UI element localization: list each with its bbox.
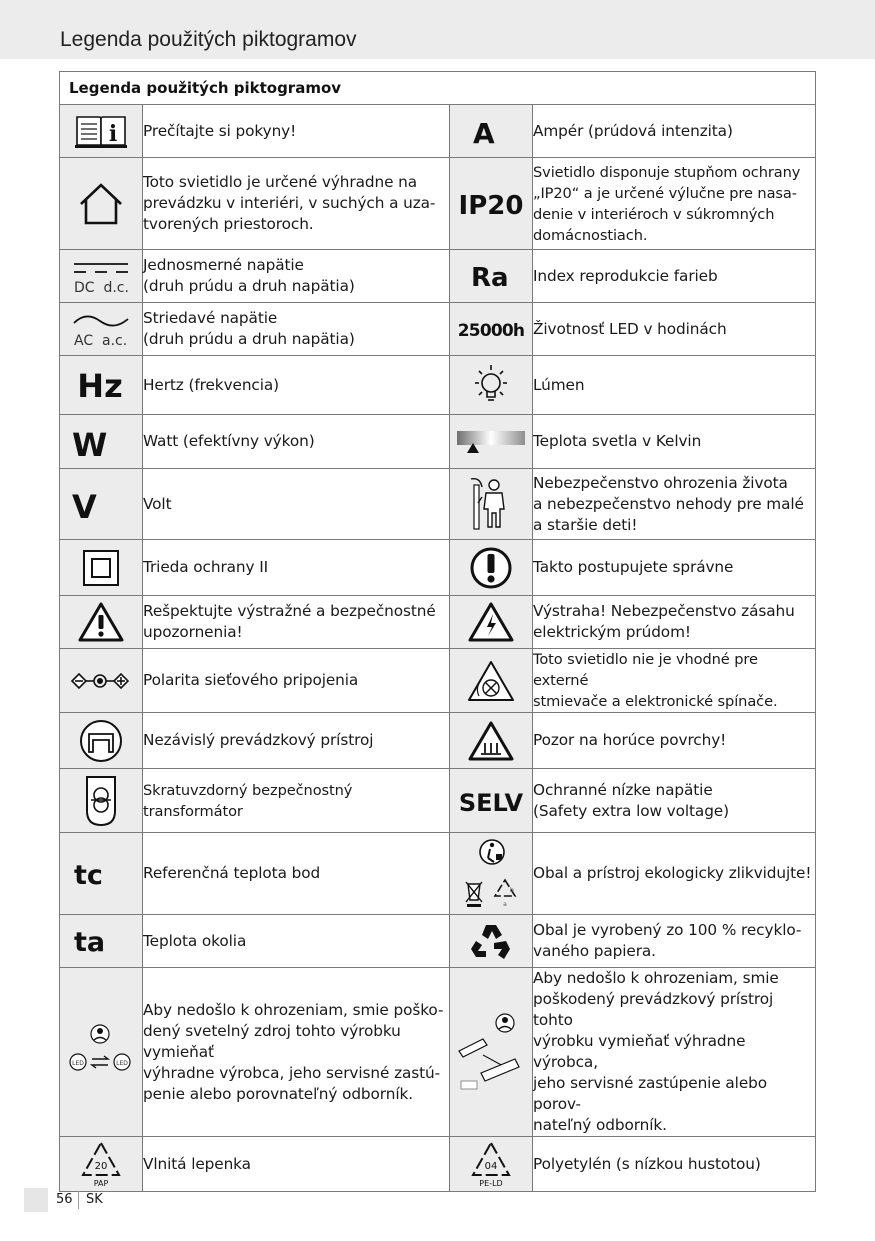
selv-symbol: SELV	[458, 788, 524, 817]
legend-text: Striedavé napätie (druh prúdu a druh napätia)	[143, 309, 355, 348]
legend-text: Ampér (prúdová intenzita)	[533, 121, 733, 140]
led-label-left: LED	[72, 1060, 84, 1067]
pap-code: 20	[94, 1161, 108, 1172]
table-row	[60, 596, 816, 649]
hot-surface-warning-icon	[450, 713, 533, 769]
legend-text: Pozor na horúce povrchy!	[533, 731, 727, 749]
legend-text: Jednosmerné napätie (druh prúdu a druh napätia)	[143, 256, 355, 295]
pap-label: PAP	[93, 1179, 109, 1188]
watt-icon	[60, 415, 143, 469]
legend-text: Toto svietidlo je určené výhradne na prevádzku v interiéri, v suchých a uza- tvorených priestoroch.	[143, 173, 436, 233]
legend-text: Prečítajte si pokyny!	[143, 121, 297, 140]
legend-text: Takto postupujete správne	[533, 558, 734, 576]
direct-current-icon	[60, 250, 143, 303]
ampere-symbol: A	[473, 117, 495, 150]
lifetime-25000h-icon	[450, 303, 533, 356]
ac-label: AC a.c.	[74, 333, 128, 349]
table-row	[60, 833, 816, 915]
svg-text:b: b	[510, 886, 514, 894]
legend-text: Lúmen	[533, 375, 585, 394]
warning-triangle-icon	[60, 596, 143, 649]
indoor-house-icon	[60, 158, 143, 250]
watt-symbol: W	[72, 425, 108, 464]
legend-text: Teplota okolia	[143, 931, 247, 950]
table-row	[60, 415, 816, 469]
child-danger-icon	[450, 469, 533, 540]
pictogram-legend-table	[59, 71, 816, 1192]
legend-text: Polarita sieťového pripojenia	[143, 671, 359, 689]
legend-text: Polyetylén (s nízkou hustotou)	[533, 1154, 761, 1173]
lumen-bulb-icon	[450, 356, 533, 415]
ra-icon	[450, 250, 533, 303]
legend-text: Nezávislý prevádzkový prístroj	[143, 731, 374, 749]
legend-text: Aby nedošlo k ohrozeniam, smie poško- dený svetelný zdroj tohto výrobku vymieňať výhradne výrobca, jeho servisné zastú- penie alebo porovnateľný odborník.	[143, 1000, 444, 1103]
language-code: SK	[86, 1192, 103, 1207]
electric-shock-warning-icon	[450, 596, 533, 649]
legend-text: Nebezpečenstvo ohrozenia života a nebezpečenstvo nehody pre malé a staršie deti!	[533, 473, 804, 534]
table-title: Legenda použitých piktogramov	[60, 72, 816, 105]
volt-icon	[60, 469, 143, 540]
alternating-current-icon	[60, 303, 143, 356]
recycling-icon	[450, 915, 533, 968]
ip20-symbol: IP20	[458, 190, 524, 221]
legend-text: Teplota svetla v Kelvin	[533, 432, 702, 450]
legend-text: Trieda ochrany II	[143, 558, 269, 576]
table-row	[60, 1137, 816, 1192]
legend-text: Hertz (frekvencia)	[143, 375, 280, 394]
independent-control-gear-icon	[60, 713, 143, 769]
selv-icon	[450, 769, 533, 833]
table-row	[60, 469, 816, 540]
pe-ld-04-recycle-icon	[450, 1137, 533, 1192]
svg-text:a: a	[503, 900, 507, 908]
table-row	[60, 769, 816, 833]
legend-text: Aby nedošlo k ohrozeniam, smie poškodený prevádzkový prístroj tohto výrobku vymieňať výhradne výrobca, jeho servisné zastúpenie alebo porov- nateľný odborník.	[533, 969, 779, 1134]
ip20-icon	[450, 158, 533, 250]
ta-icon	[60, 915, 143, 968]
legend-text: Index reprodukcie farieb	[533, 266, 718, 285]
legend-text: Volt	[143, 494, 172, 513]
hertz-symbol: Hz	[77, 367, 123, 405]
table-row	[60, 250, 816, 303]
exclamation-circle-icon	[450, 540, 533, 596]
ampere-icon	[450, 105, 533, 158]
legend-text: Životnosť LED v hodinách	[533, 319, 727, 338]
table-row	[60, 713, 816, 769]
table-row	[60, 356, 816, 415]
legend-text: Skratuvzdorný bezpečnostný transformátor	[143, 781, 353, 820]
eco-disposal-icon	[450, 833, 533, 915]
dc-label: DC d.c.	[74, 280, 129, 296]
polarity-icon	[60, 649, 143, 713]
table-row	[60, 303, 816, 356]
safety-transformer-icon	[60, 769, 143, 833]
page-header	[0, 0, 875, 59]
legend-text: Watt (efektívny výkon)	[143, 432, 315, 450]
table-row	[60, 915, 816, 968]
lifetime-symbol: 25000h	[457, 321, 525, 341]
legend-text: Vlnitá lepenka	[143, 1154, 251, 1173]
svg-text:i: i	[108, 121, 118, 147]
led-label-right: LED	[116, 1060, 128, 1067]
footer-divider	[78, 1191, 79, 1209]
legend-text: Obal je vyrobený zo 100 % recyklo- vaného papiera.	[533, 921, 802, 960]
protection-class-2-icon	[60, 540, 143, 596]
pe-ld-label: PE-LD	[479, 1179, 503, 1188]
kelvin-gradient-icon	[450, 415, 533, 469]
read-instructions-icon	[60, 105, 143, 158]
ta-symbol: ta	[74, 927, 106, 958]
pap-20-recycle-icon	[60, 1137, 143, 1192]
hertz-icon	[60, 356, 143, 415]
control-gear-replace-icon	[450, 968, 533, 1137]
page-title: Legenda použitých piktogramov	[60, 28, 357, 51]
ra-symbol: Ra	[471, 263, 509, 293]
table-row	[60, 158, 816, 250]
tc-icon	[60, 833, 143, 915]
legend-text: Výstraha! Nebezpečenstvo zásahu elektrickým prúdom!	[533, 602, 795, 641]
page-number: 56	[56, 1192, 73, 1207]
legend-text: Ochranné nízke napätie (Safety extra low voltage)	[533, 780, 729, 820]
table-row	[60, 968, 816, 1137]
legend-text: Obal a prístroj ekologicky zlikvidujte!	[533, 864, 812, 882]
table-row	[60, 649, 816, 713]
legend-text: Referenčná teplota bod	[143, 864, 321, 882]
led-replace-icon	[60, 968, 143, 1137]
legend-text: Toto svietidlo nie je vhodné pre externé stmievače a elektronické spínače.	[533, 651, 778, 710]
tc-symbol: tc	[74, 859, 103, 891]
footer-tab	[24, 1188, 48, 1212]
legend-text: Svietidlo disponuje stupňom ochrany „IP20“ a je určené výlučne pre nasa- denie v interiéroch v súkromných domácnostiach.	[533, 163, 801, 244]
table-row	[60, 540, 816, 596]
legend-text: Rešpektujte výstražné a bezpečnostné upozornenia!	[143, 602, 436, 641]
no-dimmer-icon	[450, 649, 533, 713]
pe-ld-code: 04	[484, 1161, 498, 1172]
volt-symbol: V	[72, 488, 97, 526]
table-row	[60, 105, 816, 158]
